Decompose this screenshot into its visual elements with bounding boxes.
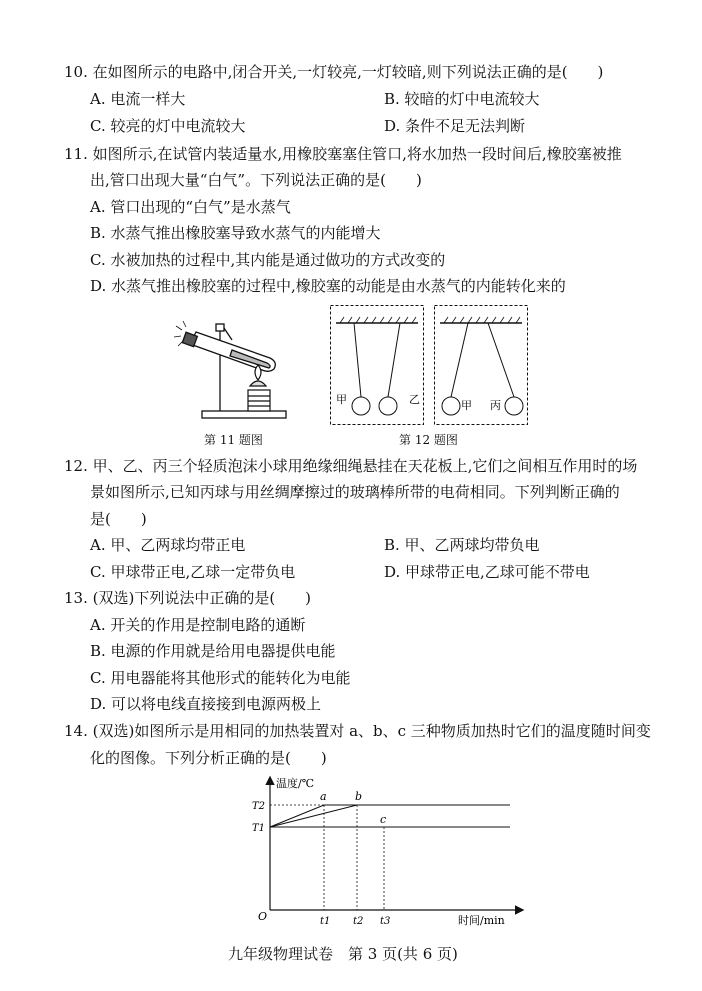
series-b: [270, 805, 510, 827]
x-tick-t2: t2: [353, 916, 364, 927]
test-tube: [182, 332, 275, 371]
label-jia-right: 甲: [461, 399, 472, 412]
x-tick-t1: t1: [320, 916, 331, 927]
q13-stem: 13. (双选)下列说法中正确的是( ): [64, 589, 312, 607]
y-tick-T1: T1: [252, 823, 266, 834]
string-jia-right: [451, 323, 468, 397]
q11-stem-line2: 出,管口出现大量“白气”。下列说法正确的是( ): [90, 171, 422, 189]
q14-stem-line2: 化的图像。下列分析正确的是( ): [90, 749, 327, 767]
q11-option-c: C. 水被加热的过程中,其内能是通过做功的方式改变的: [90, 251, 446, 269]
q11-option-a: A. 管口出现的“白气”是水蒸气: [90, 198, 291, 216]
point-label-a: a: [320, 790, 327, 803]
x-tick-t3: t3: [380, 916, 391, 927]
q12-stem-line1: 12. 甲、乙、丙三个轻质泡沫小球用绝缘细绳悬挂在天花板上,它们之间相互作用时的场: [64, 457, 638, 475]
point-label-c: c: [380, 813, 387, 826]
x-axis-label: 时间/min: [458, 914, 505, 927]
q11-option-b: B. 水蒸气推出橡胶塞导致水蒸气的内能增大: [90, 224, 381, 242]
q12-stem-line2: 景如图所示,已知丙球与用丝绸摩擦过的玻璃棒所带的电荷相同。下列判断正确的: [90, 483, 620, 501]
y-axis-label: 温度/℃: [276, 777, 315, 790]
q10-option-d: D. 条件不足无法判断: [384, 117, 526, 135]
y-tick-T2: T2: [252, 801, 266, 812]
q13-option-b: B. 电源的作用就是给用电器提供电能: [90, 642, 336, 660]
page-footer: 九年级物理试卷 第 3 页(共 6 页): [228, 945, 458, 963]
q12-option-a: A. 甲、乙两球均带正电: [90, 536, 246, 554]
origin-label: O: [258, 910, 268, 923]
q11-stem-line1: 11. 如图所示,在试管内装适量水,用橡胶塞塞住管口,将水加热一段时间后,橡胶塞被推: [64, 145, 622, 163]
label-yi: 乙: [409, 393, 420, 406]
q10-option-b: B. 较暗的灯中电流较大: [384, 90, 540, 108]
string-yi: [388, 323, 400, 397]
fig12-caption: 第 12 题图: [399, 433, 458, 447]
ball-jia-right: [442, 397, 460, 415]
q13-option-a: A. 开关的作用是控制电路的通断: [90, 616, 306, 634]
q10-stem: 10. 在如图所示的电路中,闭合开关,一灯较亮,一灯较暗,则下列说法正确的是( ): [64, 63, 604, 81]
q12-option-b: B. 甲、乙两球均带负电: [384, 536, 540, 554]
q10-option-c: C. 较亮的灯中电流较大: [90, 117, 246, 135]
fig12-right-panel: [434, 305, 528, 425]
ball-jia: [352, 397, 370, 415]
q13-option-d: D. 可以将电线直接接到电源两极上: [90, 695, 322, 713]
q12-option-c: C. 甲球带正电,乙球一定带负电: [90, 563, 296, 581]
fig11-caption: 第 11 题图: [204, 433, 263, 447]
series-a: [270, 805, 510, 827]
fig11-apparatus: [172, 310, 294, 428]
q14-chart: [240, 772, 530, 932]
label-bing: 丙: [490, 399, 501, 412]
q12-option-d: D. 甲球带正电,乙球可能不带电: [384, 563, 590, 581]
q10-option-a: A. 电流一样大: [90, 90, 186, 108]
ball-yi: [379, 397, 397, 415]
q12-stem-line3: 是( ): [90, 510, 147, 528]
string-jia: [354, 323, 361, 397]
point-label-b: b: [355, 790, 363, 803]
q14-stem-line1: 14. (双选)如图所示是用相同的加热装置对 a、b、c 三种物质加热时它们的温度随时间变: [64, 722, 651, 740]
fig12-left-panel: [330, 305, 424, 425]
string-bing: [488, 323, 514, 397]
q11-option-d: D. 水蒸气推出橡胶塞的过程中,橡胶塞的动能是由水蒸气的内能转化来的: [90, 277, 566, 295]
ball-bing: [505, 397, 523, 415]
label-jia: 甲: [336, 393, 347, 406]
q13-option-c: C. 用电器能将其他形式的能转化为电能: [90, 669, 351, 687]
